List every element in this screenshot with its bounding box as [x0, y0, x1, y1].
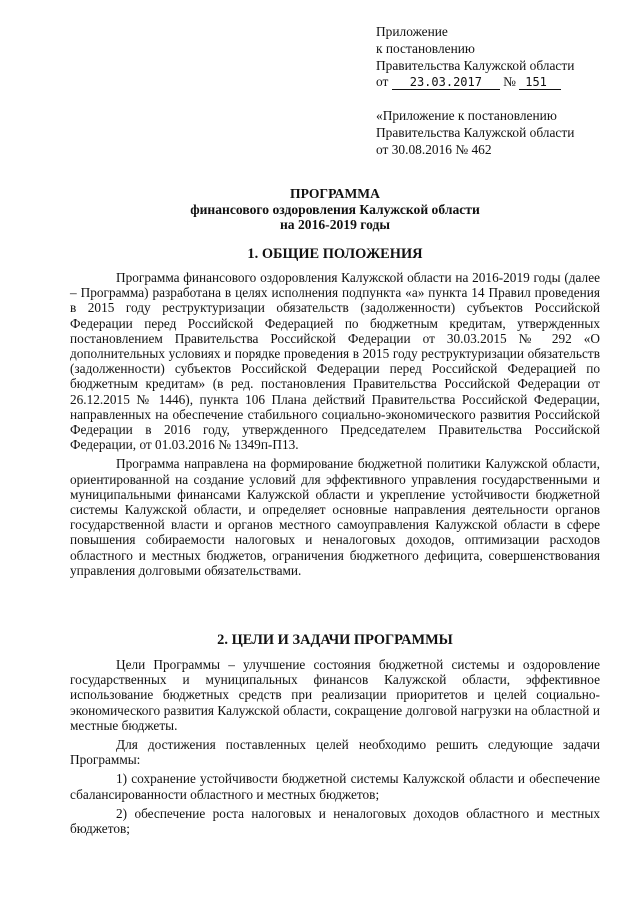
program-title — [70, 186, 600, 233]
previous-appendix-reference — [376, 108, 626, 158]
section-2-task-item: 2) обеспечение роста налоговых и неналоговых доходов областного и местных бюджетов; — [70, 805, 600, 837]
section-2-paragraph: Цели Программы – улучшение состояния бюджетной системы и оздоровление государственных и муниципальных финансов Калужской области, эффективное использование бюджетных средств при реализации приоритетов и целей социально-экономического развития Калужской области, сокращение долговой нагрузки на областной и местные бюджеты. — [70, 657, 600, 733]
number-prefix: № — [503, 74, 516, 90]
appendix-line-3: Правительства Калужской области — [376, 57, 575, 73]
previous-appendix-line-2: Правительства Калужской области — [376, 124, 575, 140]
appendix-line-2: к постановлению — [376, 40, 475, 56]
section-2-task-item: 1) сохранение устойчивости бюджетной системы Калужской области и обеспечение сбалансированности областного и местных бюджетов; — [70, 771, 600, 802]
section-1-body — [70, 270, 600, 582]
section-1-paragraph: Программа финансового оздоровления Калужской области на 2016-2019 годы (далее – Программа) разработана в целях исполнения подпункта «а» пункта 14 Правил проведения в 2015 году реструктуризации обязательств (задолженности) субъектов Российской Федерации перед Российской Федерацией по бюджетным кредитам, утвержденных постановлением Правительства Российской Федерации от 30.03.2015 № 292 «О дополнительных условиях и порядке проведения в 2015 году реструктуризации обязательств (задолженности) субъектов Российской Федерации перед Российской Федерацией по бюджетным кредитам» (в ред. постановления Правительства Российской Федерации от 26.12.2015 № 1446), пункта 106 Плана действий Правительства Российской Федерации, направленных на обеспечение стабильного социально-экономического развития Российской Федерации в 2016 году, утвержденного Председателем Правительства Российской Федерации, от 01.03.2016 № 1349п-П13. — [70, 270, 600, 453]
previous-appendix-line-1: «Приложение к постановлению — [376, 108, 557, 123]
section-2-heading: 2. ЦЕЛИ И ЗАДАЧИ ПРОГРАММЫ — [217, 632, 453, 648]
appendix-header — [376, 24, 626, 91]
section-1-paragraph: Программа направлена на формирование бюджетной политики Калужской области, ориентированной на создание условий для эффективного управления государственными и муниципальными финансами Калужской области и укрепление устойчивости бюджетной системы Калужской области, и определяет основные направления деятельности органов государственной власти и органов местного самоуправления Калужской области в сфере повышения собираемости налоговых и неналоговых доходов, оптимизации расходов областного и местных бюджетов, ограничения бюджетного дефицита, совершенствования управления долговыми обязательствами. — [70, 456, 600, 578]
section-2-body — [70, 657, 600, 840]
section-2-paragraph: Для достижения поставленных целей необходимо решить следующие задачи Программы: — [70, 737, 600, 768]
appendix-date-line — [376, 74, 626, 91]
handwritten-number: 151 — [519, 75, 561, 90]
program-title-line-2: финансового оздоровления Калужской области — [190, 201, 480, 217]
previous-appendix-line-3: от 30.08.2016 № 462 — [376, 141, 492, 157]
section-1-heading: 1. ОБЩИЕ ПОЛОЖЕНИЯ — [247, 246, 423, 262]
program-title-line-1: ПРОГРАММА — [290, 186, 380, 201]
handwritten-date: 23.03.2017 — [392, 75, 500, 90]
program-title-line-3: на 2016-2019 годы — [279, 217, 391, 233]
appendix-line-1: Приложение — [376, 24, 448, 39]
date-prefix: от — [376, 74, 389, 90]
